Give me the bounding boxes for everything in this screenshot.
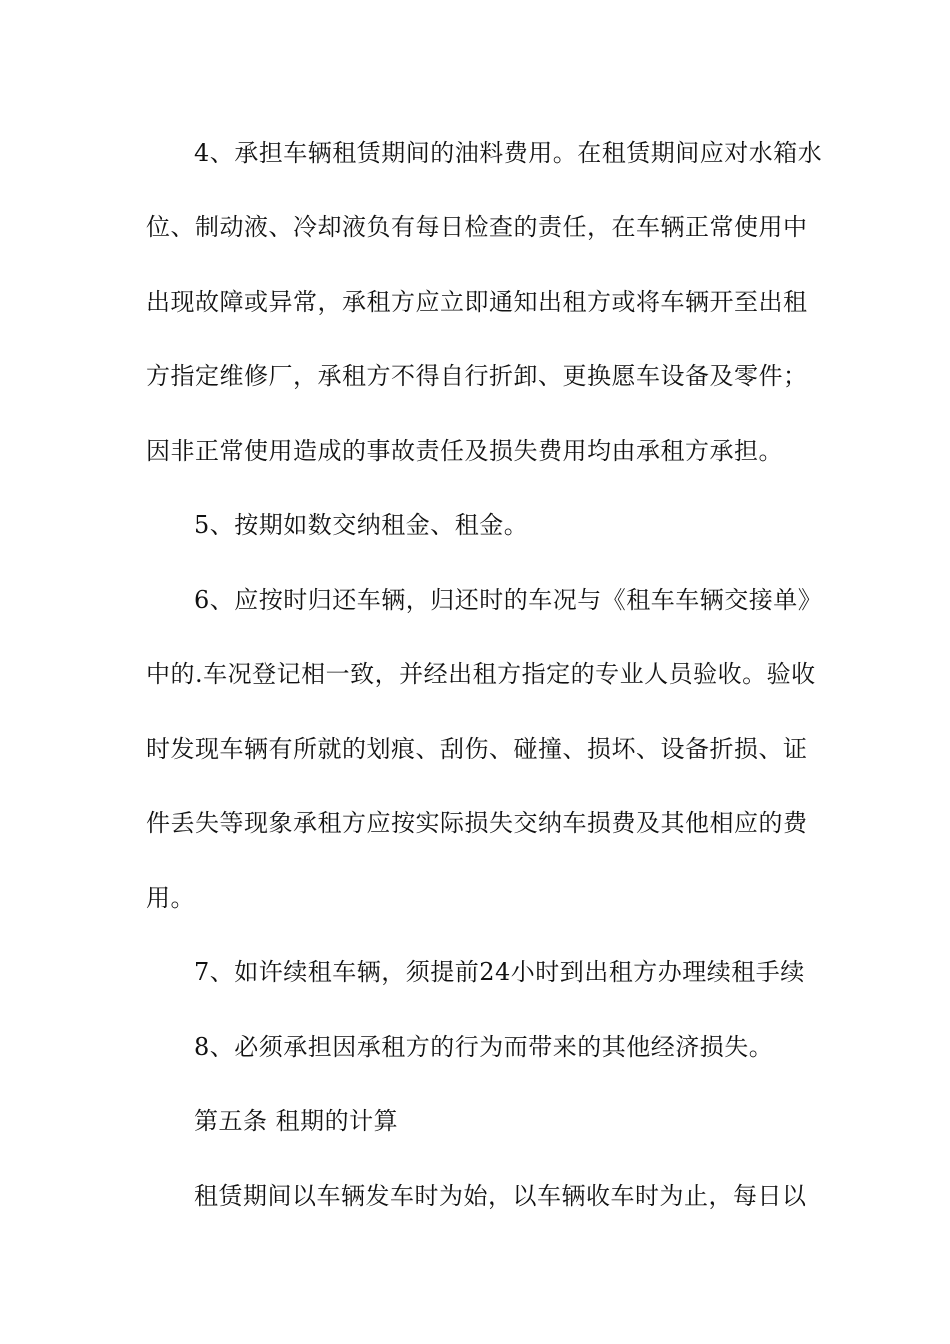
paragraph-article-5-line-1: 租赁期间以车辆发车时为始，以车辆收车时为止，每日以 [194, 1182, 807, 1210]
paragraph-item-4-line-4: 方指定维修厂，承租方不得自行折卸、更换愿车设备及零件； [146, 362, 808, 390]
section-heading-article-5: 第五条 租期的计算 [194, 1107, 399, 1135]
paragraph-item-6-line-1: 6、应按时归还车辆，归还时的车况与《租车车辆交接单》 [194, 586, 823, 614]
paragraph-item-6-line-2: 中的.车况登记相一致，并经出租方指定的专业人员验收。验收 [146, 660, 816, 688]
paragraph-item-6-line-5: 用。 [146, 884, 195, 912]
paragraph-item-4-line-1: 4、承担车辆租赁期间的油料费用。在租赁期间应对水箱水 [194, 139, 823, 167]
paragraph-item-8: 8、必须承担因承租方的行为而带来的其他经济损失。 [194, 1033, 774, 1061]
paragraph-item-4-line-5: 因非正常使用造成的事故责任及损失费用均由承租方承担。 [146, 437, 783, 465]
paragraph-item-4-line-2: 位、制动液、冷却液负有每日检查的责任，在车辆正常使用中 [146, 213, 808, 241]
paragraph-item-6-line-3: 时发现车辆有所就的划痕、刮伤、碰撞、损坏、设备折损、证 [146, 735, 808, 763]
paragraph-item-6-line-4: 件丢失等现象承租方应按实际损失交纳车损费及其他相应的费 [146, 809, 808, 837]
paragraph-item-7: 7、如许续租车辆，须提前24小时到出租方办理续租手续 [194, 958, 805, 986]
paragraph-item-5: 5、按期如数交纳租金、租金。 [194, 511, 529, 539]
paragraph-item-4-line-3: 出现故障或异常，承租方应立即通知出租方或将车辆开至出租 [146, 288, 808, 316]
